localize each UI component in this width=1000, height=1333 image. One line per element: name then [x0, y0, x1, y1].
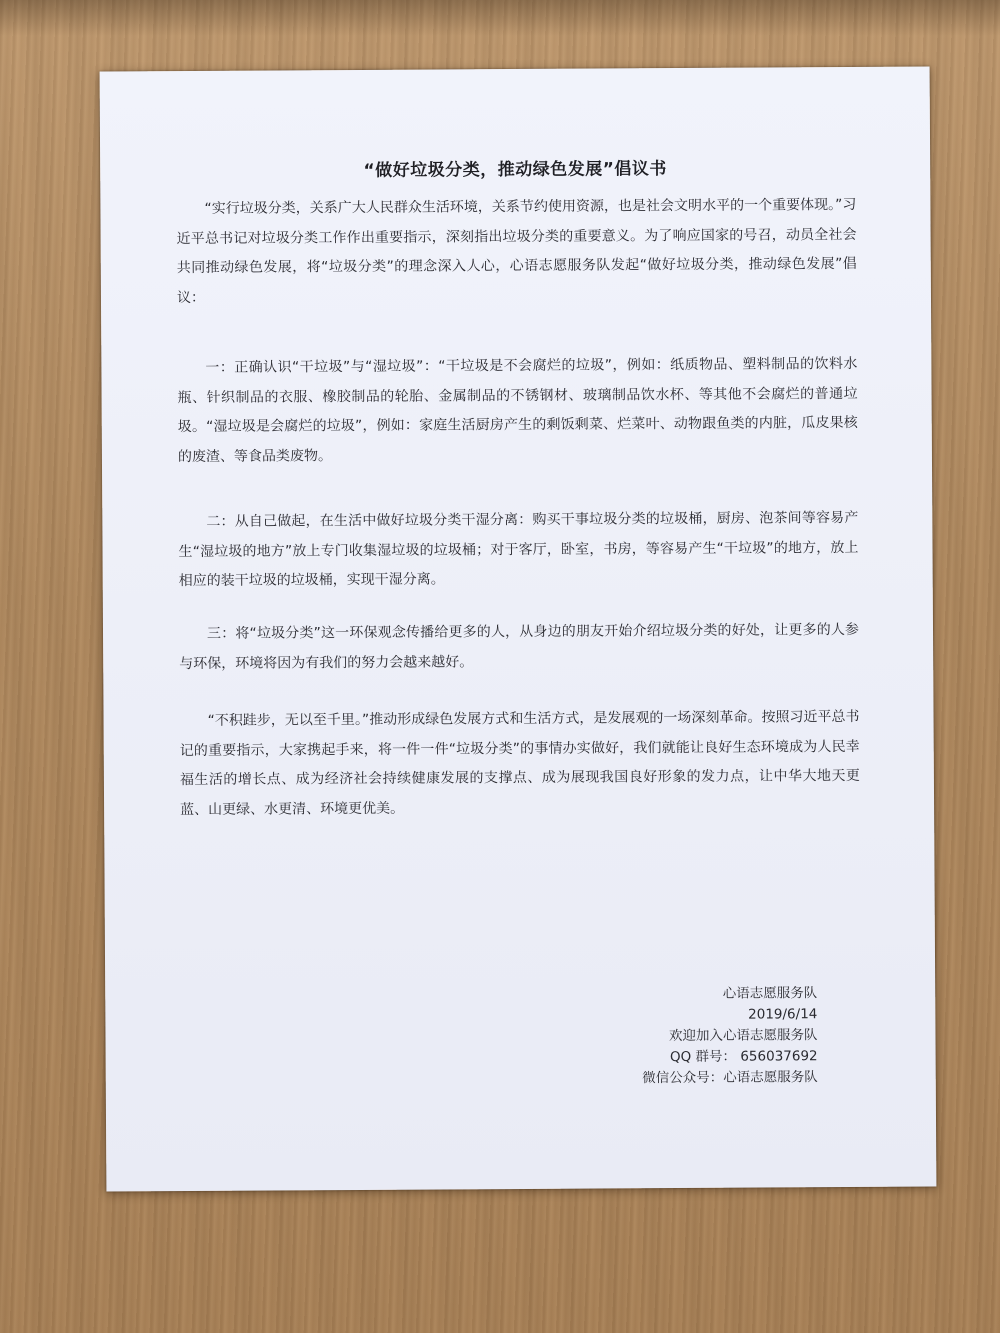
- signature-qq-group: QQ 群号： 656037692: [669, 1048, 818, 1066]
- desk-edge: [0, 0, 1000, 36]
- signature-wechat: 微信公众号：心语志愿服务队: [642, 1069, 818, 1087]
- signature-block: [642, 983, 818, 1089]
- paragraph-point-one: 一：正确认识“干垃圾”与“湿垃圾”：“干垃圾是不会腐烂的垃圾”，例如：纸质物品、塑料制品的饮料水瓶、针织制品的衣服、橡胶制品的轮胎、金属制品的不锈钢材、玻璃制品饮水杯、等其他不会腐烂的普通垃圾。“湿垃圾是会腐烂的垃圾”，例如：家庭生活厨房产生的剩饭剩菜、烂菜叶、动物跟鱼类的内脏，瓜皮果核的废渣、等食品类废物。: [177, 355, 858, 465]
- paragraph-intro: “实行垃圾分类，关系广大人民群众生活环境，关系节约使用资源，也是社会文明水平的一个重要体现。”习近平总书记对垃圾分类工作作出重要指示，深刻指出垃圾分类的重要意义。为了响应国家的号召，动员全社会共同推动绿色发展，将“垃圾分类”的理念深入人心，心语志愿服务队发起“做好垃圾分类，推动绿色发展”倡议：: [176, 196, 857, 306]
- paragraph-point-two: 二：从自己做起，在生活中做好垃圾分类干湿分离：购买干事垃圾分类的垃圾桶，厨房、泡茶间等容易产生“湿垃圾的地方”放上专门收集湿垃圾的垃圾桶；对于客厅，卧室，书房，等容易产生“干垃圾”的地方，放上相应的装干垃圾的垃圾桶，实现干湿分离。: [178, 509, 859, 590]
- signature-organization: 心语志愿服务队: [722, 985, 818, 1002]
- paper-sheet: [100, 66, 937, 1191]
- paragraph-point-three: 三：将“垃圾分类”这一环保观念传播给更多的人，从身边的朋友开始介绍垃圾分类的好处，让更多的人参与环保，环境将因为有我们的努力会越来越好。: [179, 621, 860, 672]
- document-title: “做好垃圾分类，推动绿色发展”倡议书: [363, 159, 667, 181]
- signature-date: 2019/6/14: [748, 1006, 818, 1023]
- paragraph-conclusion: “不积跬步，无以至千里。”推动形成绿色发展方式和生活方式，是发展观的一场深刻革命。按照习近平总书记的重要指示，大家携起手来，将一件一件“垃圾分类”的事情办实做好，我们就能让良好生态环境成为人民幸福生活的增长点、成为经济社会持续健康发展的支撑点、成为展现我国良好形象的发力点，让中华大地天更蓝、山更绿、水更清、环境更优美。: [179, 708, 860, 818]
- signature-invite: 欢迎加入心语志愿服务队: [668, 1027, 818, 1045]
